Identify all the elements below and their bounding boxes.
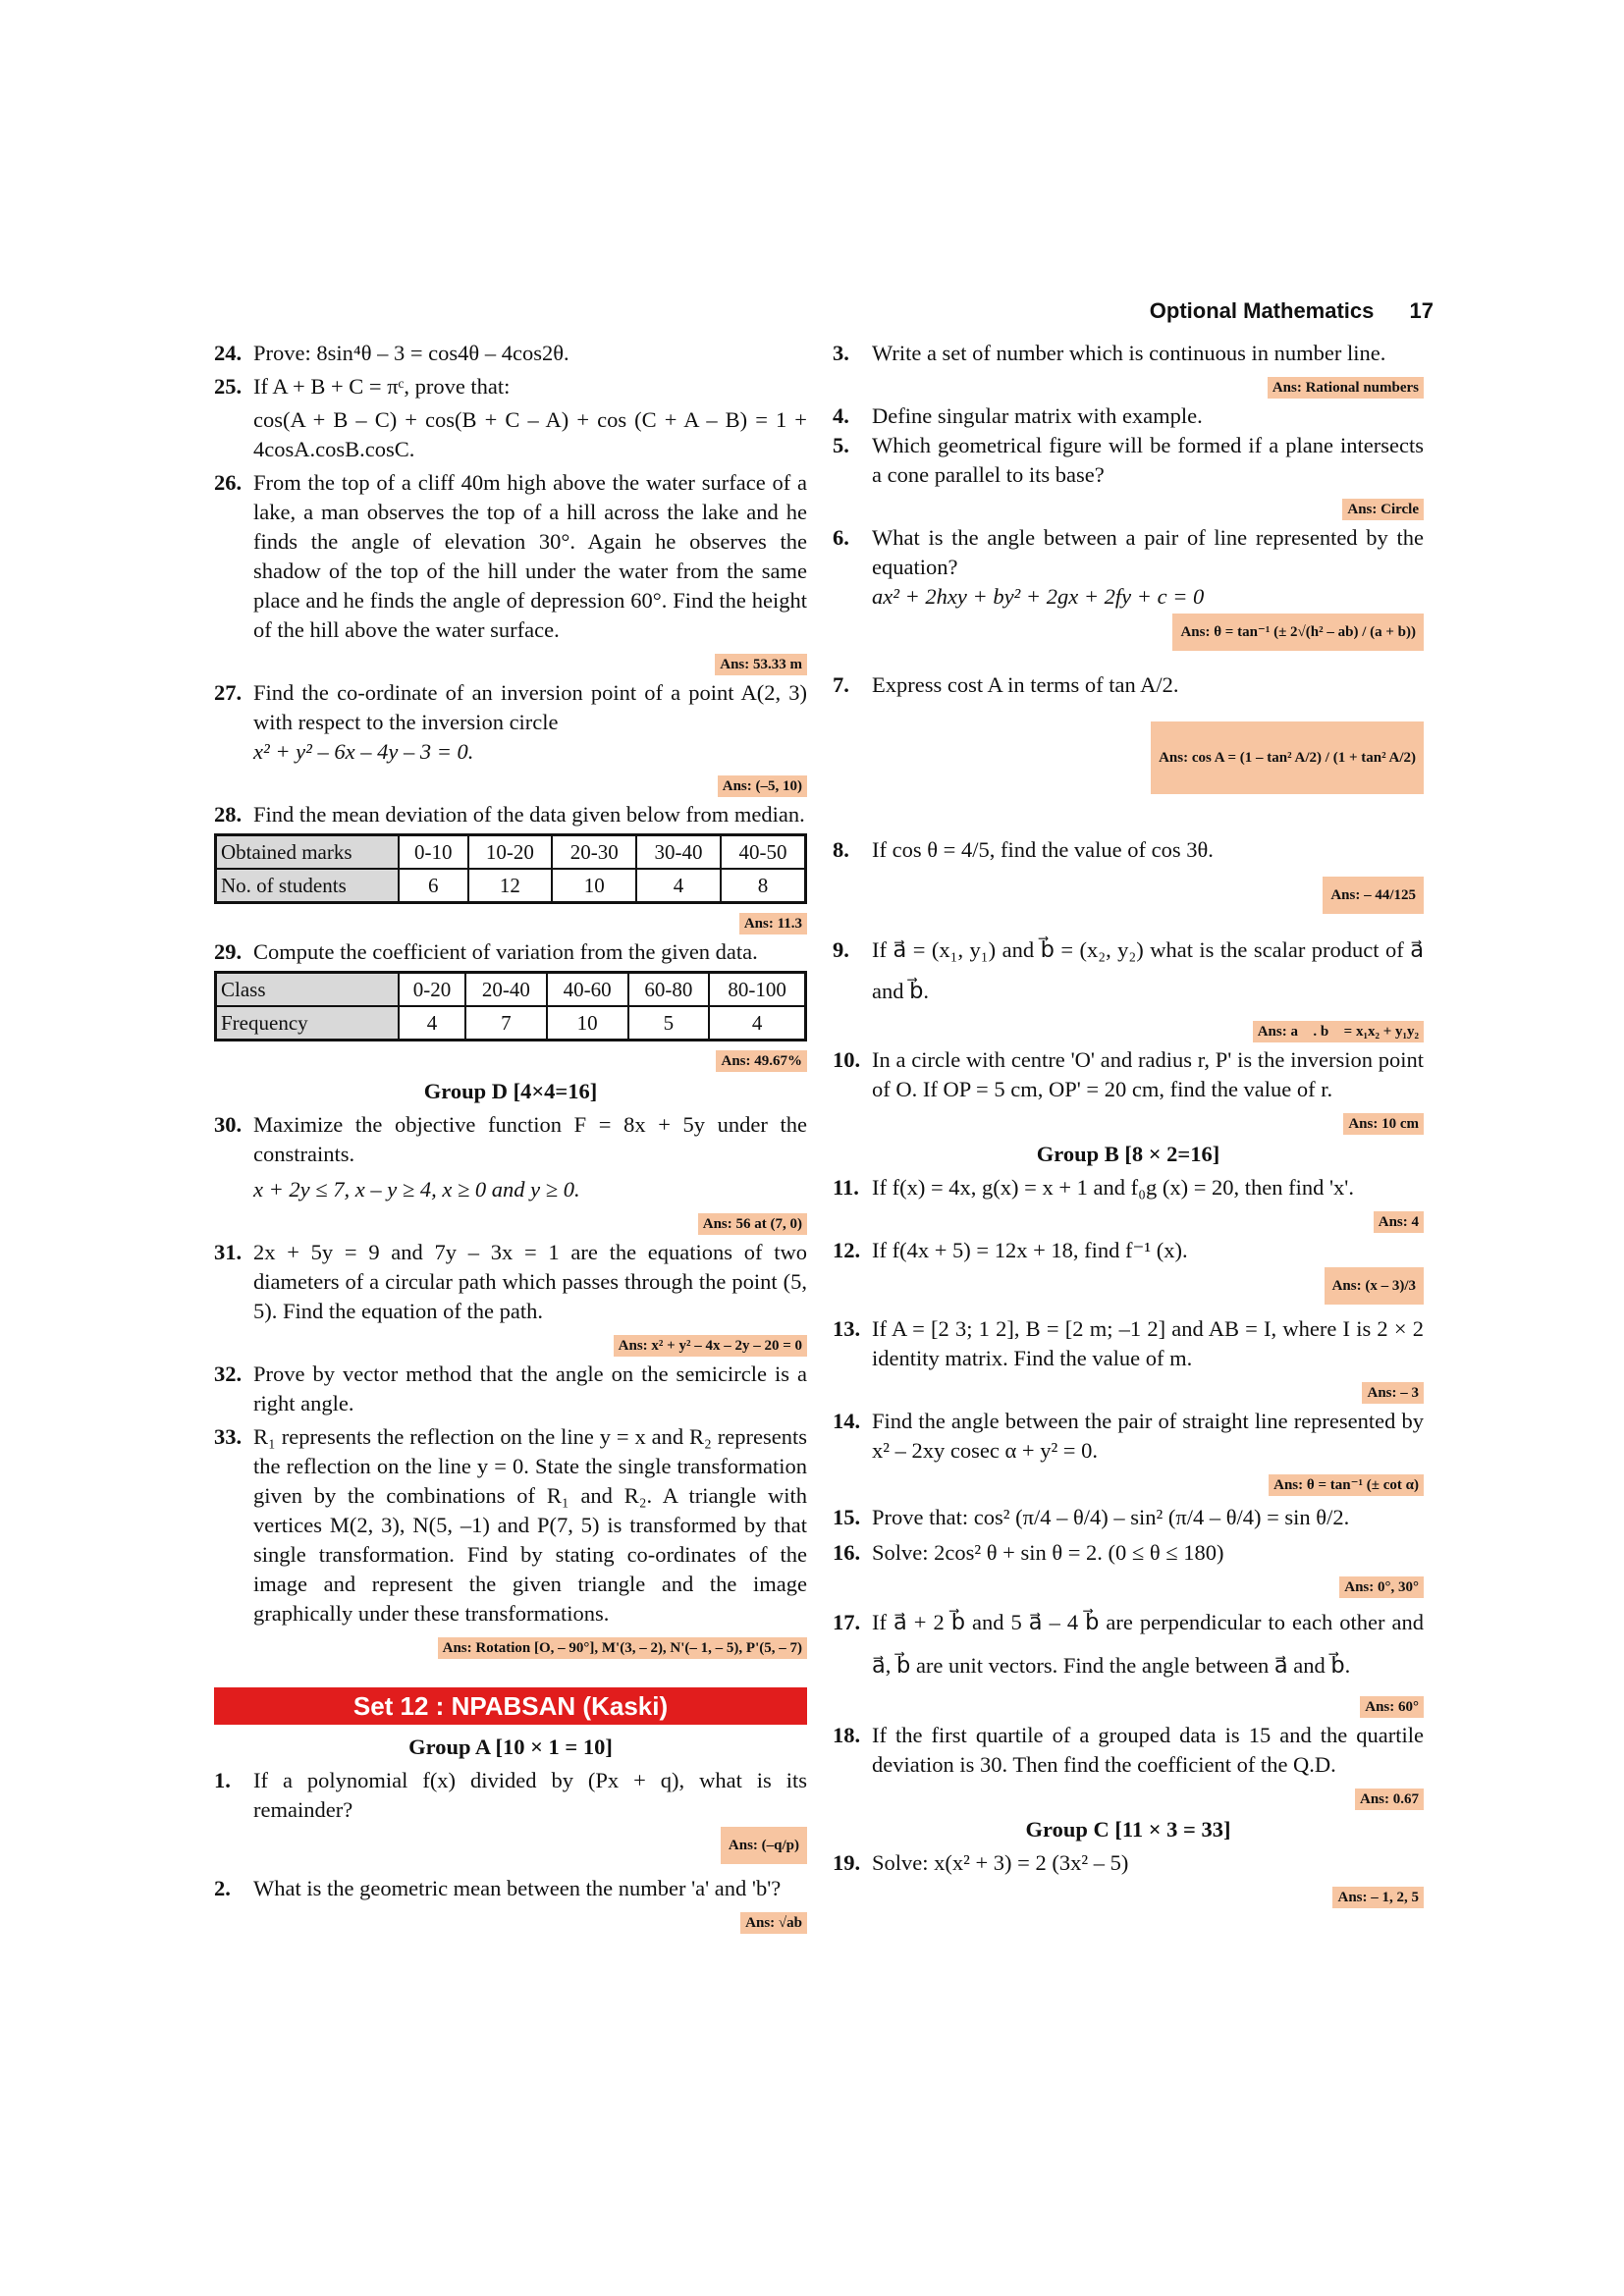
table-header: Class bbox=[216, 973, 400, 1007]
question-text: If A = [2 3; 1 2], B = [2 m; –1 2] and AB = I, where I is 2 × 2 identity matrix. Find the value of m. bbox=[872, 1316, 1424, 1370]
question-text: If a⃗ + 2 b⃗ and 5 a⃗ – 4 b⃗ are perpendicular to each other and a⃗, b⃗ are unit vectors. Find the angle between a⃗ and b⃗. bbox=[872, 1610, 1424, 1678]
left-column bbox=[214, 339, 807, 1937]
question-number: 9. bbox=[833, 937, 849, 962]
answer-badge: Ans: 4 bbox=[1374, 1211, 1424, 1233]
table-cell: 20-40 bbox=[465, 973, 547, 1007]
pair-of-lines-equation: ax² + 2hxy + by² + 2gx + 2fy + c = 0 bbox=[872, 584, 1205, 609]
answer-badge: Ans: (–5, 10) bbox=[718, 775, 807, 797]
question-text: R₁ represents the reflection on the line y = x and R₂ represents the reflection on the line y = 0. State the single transformation given by the combinations of R₁ and R₂. A triangle with vertices M(2, 3), N(5, –1) and P(7, 5) is transformed by that single transformation. Find by stating co-ordinates of the image and represent the given triangle and the image graphically under these transformations. bbox=[253, 1424, 807, 1626]
question-text: If A + B + C = πᶜ, prove that: bbox=[253, 374, 511, 399]
answer-badge: Ans: 49.67% bbox=[716, 1050, 807, 1072]
answer-badge: Ans: 0°, 30° bbox=[1339, 1576, 1424, 1598]
question-number: 28. bbox=[214, 802, 243, 827]
question-1 bbox=[214, 1766, 807, 1825]
answer-badge: Ans: Rotation [O, – 90°], M'(3, – 2), N'(– 1, – 5), P'(5, – 7) bbox=[438, 1637, 807, 1659]
question-number: 1. bbox=[214, 1768, 231, 1792]
table-cell: 10-20 bbox=[468, 835, 553, 870]
question-number: 15. bbox=[833, 1505, 861, 1529]
question-text: Maximize the objective function F = 8x + 5y under the constraints. bbox=[253, 1112, 807, 1166]
table-cell: 0-20 bbox=[399, 973, 465, 1007]
table-cell: 80-100 bbox=[709, 973, 805, 1007]
question-28 bbox=[214, 800, 807, 829]
question-number: 32. bbox=[214, 1362, 243, 1386]
question-number: 8. bbox=[833, 837, 849, 862]
question-4 bbox=[833, 401, 1424, 431]
group-heading: Group A [10 × 1 = 10] bbox=[408, 1735, 613, 1759]
table-header: Frequency bbox=[216, 1006, 400, 1041]
question-number: 29. bbox=[214, 939, 243, 964]
answer-badge: Ans: Circle bbox=[1342, 499, 1424, 520]
question-number: 5. bbox=[833, 433, 849, 457]
table-cell: 20-30 bbox=[552, 835, 636, 870]
circle-equation: x² + y² – 6x – 4y – 3 = 0. bbox=[253, 739, 474, 764]
answer-badge: Ans: a⃗ . b⃗ = x₁x₂ + y₁y₂ bbox=[1253, 1021, 1424, 1042]
question-12 bbox=[833, 1236, 1424, 1265]
table-cell: 10 bbox=[552, 869, 636, 903]
question-text: Express cost A in terms of tan A/2. bbox=[872, 672, 1179, 697]
group-heading: Group C [11 × 3 = 33] bbox=[1025, 1817, 1231, 1842]
question-2 bbox=[214, 1874, 807, 1903]
answer-badge: Ans: x² + y² – 4x – 2y – 20 = 0 bbox=[614, 1335, 807, 1357]
answer-badge: Ans: – 44/125 bbox=[1323, 877, 1424, 914]
question-text: Find the angle between the pair of straight line represented by x² – 2xy cosec α + y² = 0. bbox=[872, 1409, 1424, 1463]
question-text: If a polynomial f(x) divided by (Px + q), what is its remainder? bbox=[253, 1768, 807, 1822]
question-18 bbox=[833, 1721, 1424, 1780]
question-text: Solve: 2cos² θ + sin θ = 2. (0 ≤ θ ≤ 180) bbox=[872, 1540, 1224, 1565]
question-11 bbox=[833, 1173, 1424, 1202]
question-text: From the top of a cliff 40m high above the water surface of a lake, a man observes the top of a hill across the lake and he finds the angle of elevation 30°. Again he observes the shadow of the top of the hill under the water from the same place and he finds the angle of depression 60°. Find the height of the hill above the water surface. bbox=[253, 470, 807, 642]
question-number: 2. bbox=[214, 1876, 231, 1900]
answer-badge: Ans: cos A = (1 – tan² A/2) / (1 + tan² A/2) bbox=[1151, 721, 1424, 794]
question-5 bbox=[833, 431, 1424, 490]
question-10 bbox=[833, 1045, 1424, 1104]
question-17 bbox=[833, 1601, 1424, 1687]
table-cell: 7 bbox=[465, 1006, 547, 1041]
table-cell: 6 bbox=[399, 869, 468, 903]
table-header: No. of students bbox=[216, 869, 400, 903]
answer-badge: Ans: (–q/p) bbox=[721, 1827, 807, 1864]
question-number: 30. bbox=[214, 1112, 243, 1137]
table-header: Obtained marks bbox=[216, 835, 400, 870]
question-number: 17. bbox=[833, 1610, 861, 1634]
question-text: If a⃗ = (x₁, y₁) and b⃗ = (x₂, y₂) what is the scalar product of a⃗ and b⃗. bbox=[872, 937, 1424, 1003]
book-title: Optional Mathematics bbox=[1149, 298, 1375, 323]
table-cell: 4 bbox=[709, 1006, 805, 1041]
question-24 bbox=[214, 339, 807, 368]
table-cell: 4 bbox=[636, 869, 721, 903]
question-number: 16. bbox=[833, 1540, 861, 1565]
identity-text: cos(A + B – C) + cos(B + C – A) + cos (C + A – B) = 1 + 4cosA.cosB.cosC. bbox=[253, 407, 807, 461]
question-number: 19. bbox=[833, 1850, 861, 1875]
question-text: What is the geometric mean between the number 'a' and 'b'? bbox=[253, 1876, 782, 1900]
set-banner: Set 12 : NPABSAN (Kaski) bbox=[214, 1687, 807, 1725]
question-number: 3. bbox=[833, 341, 849, 365]
question-19 bbox=[833, 1848, 1424, 1878]
question-25 bbox=[214, 372, 807, 464]
question-31 bbox=[214, 1238, 807, 1326]
right-column bbox=[833, 339, 1424, 1911]
question-number: 33. bbox=[214, 1424, 243, 1449]
question-9 bbox=[833, 930, 1424, 1012]
table-cell: 8 bbox=[721, 869, 806, 903]
page-number: 17 bbox=[1409, 298, 1434, 323]
question-number: 27. bbox=[214, 680, 243, 705]
question-text: 2x + 5y = 9 and 7y – 3x = 1 are the equations of two diameters of a circular path which passes through the point (5, 5). Find the equation of the path. bbox=[253, 1240, 807, 1323]
question-text: Solve: x(x² + 3) = 2 (3x² – 5) bbox=[872, 1850, 1129, 1875]
answer-badge: Ans: 56 at (7, 0) bbox=[698, 1213, 807, 1235]
question-text: Find the co-ordinate of an inversion point of a point A(2, 3) with respect to the inversion circle bbox=[253, 680, 807, 734]
group-heading: Group B [8 × 2=16] bbox=[1036, 1142, 1220, 1166]
table-row bbox=[216, 1006, 806, 1041]
question-text: If f(4x + 5) = 12x + 18, find f⁻¹ (x). bbox=[872, 1238, 1188, 1262]
question-13 bbox=[833, 1314, 1424, 1373]
question-8 bbox=[833, 835, 1424, 865]
answer-badge: Ans: (x – 3)/3 bbox=[1325, 1267, 1424, 1305]
table-cell: 12 bbox=[468, 869, 553, 903]
question-27 bbox=[214, 678, 807, 767]
answer-badge: Ans: 0.67 bbox=[1355, 1789, 1424, 1810]
answer-badge: Ans: 10 cm bbox=[1343, 1113, 1424, 1135]
page-header bbox=[1119, 298, 1434, 324]
question-14 bbox=[833, 1407, 1424, 1466]
question-number: 24. bbox=[214, 341, 243, 365]
table-cell: 0-10 bbox=[399, 835, 468, 870]
answer-badge: Ans: – 3 bbox=[1362, 1382, 1424, 1404]
question-number: 4. bbox=[833, 403, 849, 428]
answer-badge: Ans: 11.3 bbox=[739, 913, 807, 934]
table-cell: 40-60 bbox=[547, 973, 628, 1007]
question-number: 31. bbox=[214, 1240, 243, 1264]
table-cell: 4 bbox=[399, 1006, 465, 1041]
question-16 bbox=[833, 1538, 1424, 1568]
question-text: Which geometrical figure will be formed if a plane intersects a cone parallel to its base? bbox=[872, 433, 1424, 487]
question-number: 25. bbox=[214, 374, 243, 399]
table-cell: 60-80 bbox=[628, 973, 710, 1007]
question-number: 14. bbox=[833, 1409, 861, 1433]
table-cell: 10 bbox=[547, 1006, 628, 1041]
question-33 bbox=[214, 1422, 807, 1629]
question-text: Prove that: cos² (π/4 – θ/4) – sin² (π/4 – θ/4) = sin θ/2. bbox=[872, 1505, 1350, 1529]
question-text: Define singular matrix with example. bbox=[872, 403, 1203, 428]
table-cell: 40-50 bbox=[721, 835, 806, 870]
question-text: What is the angle between a pair of line represented by the equation? bbox=[872, 525, 1424, 579]
question-text: If cos θ = 4/5, find the value of cos 3θ. bbox=[872, 837, 1214, 862]
table-row bbox=[216, 973, 806, 1007]
question-text: Write a set of number which is continuous in number line. bbox=[872, 341, 1386, 365]
question-number: 12. bbox=[833, 1238, 861, 1262]
question-number: 10. bbox=[833, 1047, 861, 1072]
question-number: 7. bbox=[833, 672, 849, 697]
question-number: 26. bbox=[214, 470, 243, 495]
question-text: In a circle with centre 'O' and radius r, P' is the inversion point of O. If OP = 5 cm, OP' = 20 cm, find the value of r. bbox=[872, 1047, 1424, 1101]
answer-badge: Ans: 60° bbox=[1360, 1696, 1424, 1718]
question-text: Find the mean deviation of the data given below from median. bbox=[253, 802, 805, 827]
answer-badge: Ans: 53.33 m bbox=[715, 654, 807, 675]
question-text: Prove: 8sin⁴θ – 3 = cos4θ – 4cos2θ. bbox=[253, 341, 569, 365]
marks-table bbox=[214, 833, 807, 904]
question-29 bbox=[214, 937, 807, 967]
group-heading: Group D [4×4=16] bbox=[423, 1079, 598, 1103]
question-text: Compute the coefficient of variation from the given data. bbox=[253, 939, 758, 964]
table-row bbox=[216, 869, 806, 903]
question-number: 11. bbox=[833, 1175, 859, 1200]
answer-badge: Ans: θ = tan⁻¹ (± cot α) bbox=[1269, 1474, 1424, 1496]
question-26 bbox=[214, 468, 807, 645]
frequency-table bbox=[214, 971, 807, 1041]
question-text: If f(x) = 4x, g(x) = x + 1 and f₀g (x) = 20, then find 'x'. bbox=[872, 1175, 1354, 1200]
question-30 bbox=[214, 1110, 807, 1204]
question-text: Prove by vector method that the angle on the semicircle is a right angle. bbox=[253, 1362, 807, 1415]
question-3 bbox=[833, 339, 1424, 368]
question-15 bbox=[833, 1503, 1424, 1532]
table-cell: 30-40 bbox=[636, 835, 721, 870]
table-cell: 5 bbox=[628, 1006, 710, 1041]
answer-badge: Ans: θ = tan⁻¹ (± 2√(h² – ab) / (a + b)) bbox=[1172, 614, 1424, 651]
question-number: 13. bbox=[833, 1316, 861, 1341]
table-row bbox=[216, 835, 806, 870]
question-number: 6. bbox=[833, 525, 849, 550]
question-6 bbox=[833, 523, 1424, 612]
answer-badge: Ans: Rational numbers bbox=[1268, 377, 1424, 399]
question-32 bbox=[214, 1360, 807, 1418]
answer-badge: Ans: – 1, 2, 5 bbox=[1332, 1887, 1424, 1908]
question-number: 18. bbox=[833, 1723, 861, 1747]
question-text: If the first quartile of a grouped data is 15 and the quartile deviation is 30. Then find the coefficient of the Q.D. bbox=[872, 1723, 1424, 1777]
question-7 bbox=[833, 670, 1424, 700]
answer-badge: Ans: √ab bbox=[740, 1912, 807, 1934]
constraints: x + 2y ≤ 7, x – y ≥ 4, x ≥ 0 and y ≥ 0. bbox=[253, 1177, 580, 1201]
